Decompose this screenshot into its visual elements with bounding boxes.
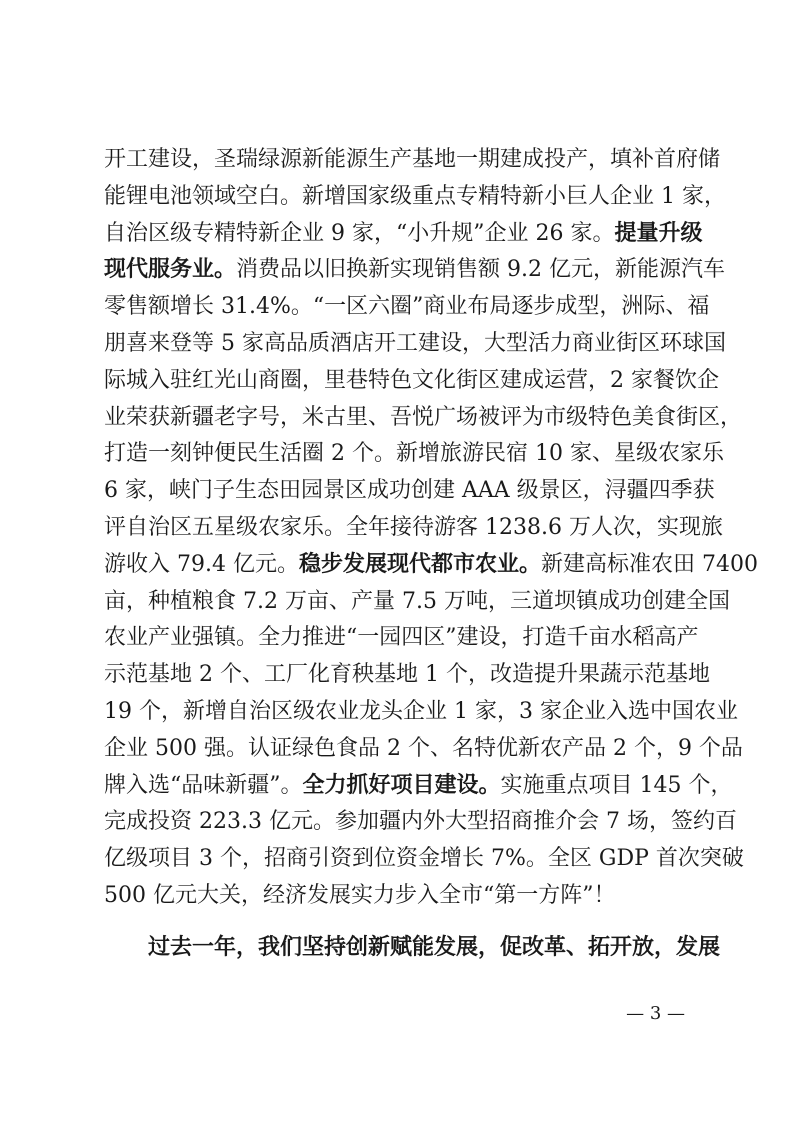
text-run: 示范基地 2 个、工厂化育秧基地 1 个，改造提升果蔬示范基地 [104, 662, 710, 688]
section-heading-run: 全力抓好项目建设。 [302, 772, 501, 798]
text-run: 业荣获新疆老字号，米古里、吾悦广场被评为市级特色美食街区， [104, 404, 743, 430]
text-run: 游收入 79.4 亿元。 [104, 551, 299, 577]
text-run: 亩，种植粮食 7.2 万亩、产量 7.5 万吨，三道坝镇成功创建全国 [104, 588, 730, 614]
text-line [104, 252, 725, 289]
text-line [104, 657, 710, 694]
text-line [104, 841, 744, 878]
text-run: 际城入驻红光山商圈，里巷特色文化街区建成运营，2 家餐饮企 [104, 367, 719, 393]
text-line [104, 216, 703, 253]
text-run: 完成投资 223.3 亿元。参加疆内外大型招商推介会 7 场，签约百 [104, 809, 737, 835]
text-run: 企业 500 强。认证绿色食品 2 个、名特优新农产品 2 个，9 个品 [104, 735, 743, 761]
text-run: 消费品以旧换新实现销售额 9.2 亿元，新能源汽车 [236, 257, 725, 283]
text-line [104, 326, 726, 363]
text-line [104, 473, 715, 510]
text-run: 零售额增长 31.4%。“一区六圈”商业布局逐步成型，洲际、福 [104, 294, 710, 320]
text-line [104, 584, 730, 621]
section-heading-run: 稳步发展现代都市农业。 [298, 551, 541, 577]
section-heading-run: 提量升级 [614, 220, 703, 246]
text-line [104, 363, 719, 400]
page-number: — 3 — [626, 1003, 685, 1024]
text-run: 评自治区五星级农家乐。全年接待游客 1238.6 万人次，实现旅 [104, 514, 723, 540]
text-line [104, 547, 758, 584]
text-line [104, 289, 710, 326]
text-line [104, 694, 738, 731]
text-run: 亿级项目 3 个，招商引资到位资金增长 7%。全区 GDP 首次突破 [104, 846, 744, 872]
text-run: 新建高标准农田 7400 [541, 551, 758, 577]
text-line [104, 179, 726, 216]
text-run: 农业产业强镇。全力推进“一园四区”建设，打造千亩水稻高产 [104, 625, 699, 651]
text-run: 打造一刻钟便民生活圈 2 个。新增旅游民宿 10 家、星级农家乐 [104, 441, 724, 467]
text-line [104, 510, 723, 547]
text-run: 朋喜来登等 5 家高品质酒店开工建设，大型活力商业街区环球国 [104, 330, 726, 356]
text-line [104, 804, 737, 841]
text-line [104, 731, 743, 768]
text-line [104, 878, 694, 915]
text-run: 500 亿元大关，经济发展实力步入全市“第一方阵”！ [104, 882, 616, 908]
section-heading-run: 现代服务业。 [104, 257, 237, 283]
text-run: 能锂电池领域空白。新增国家级重点专精特新小巨人企业 1 家， [104, 183, 726, 209]
text-line [104, 400, 743, 437]
text-run: 自治区级专精特新企业 9 家，“小升规”企业 26 家。 [104, 220, 615, 246]
text-run: 开工建设，圣瑞绿源新能源生产基地一期建成投产，填补首府储 [104, 147, 721, 172]
text-line [104, 768, 733, 805]
text-run: 19 个，新增自治区级农业龙头企业 1 家，3 家企业入选中国农业 [104, 698, 738, 724]
text-run: 实施重点项目 145 个， [500, 772, 733, 798]
text-run: 6 家，峡门子生态田园景区成功创建 AAA 级景区，浔疆四季获 [104, 478, 715, 504]
body-paragraph [104, 142, 758, 915]
text-line [104, 142, 721, 179]
text-line [104, 620, 699, 657]
text-line [104, 436, 724, 473]
text-run: 牌入选“品味新疆”。 [104, 772, 303, 798]
next-paragraph-lead: 过去一年，我们坚持创新赋能发展，促改革、拓开放，发展 [148, 935, 721, 960]
